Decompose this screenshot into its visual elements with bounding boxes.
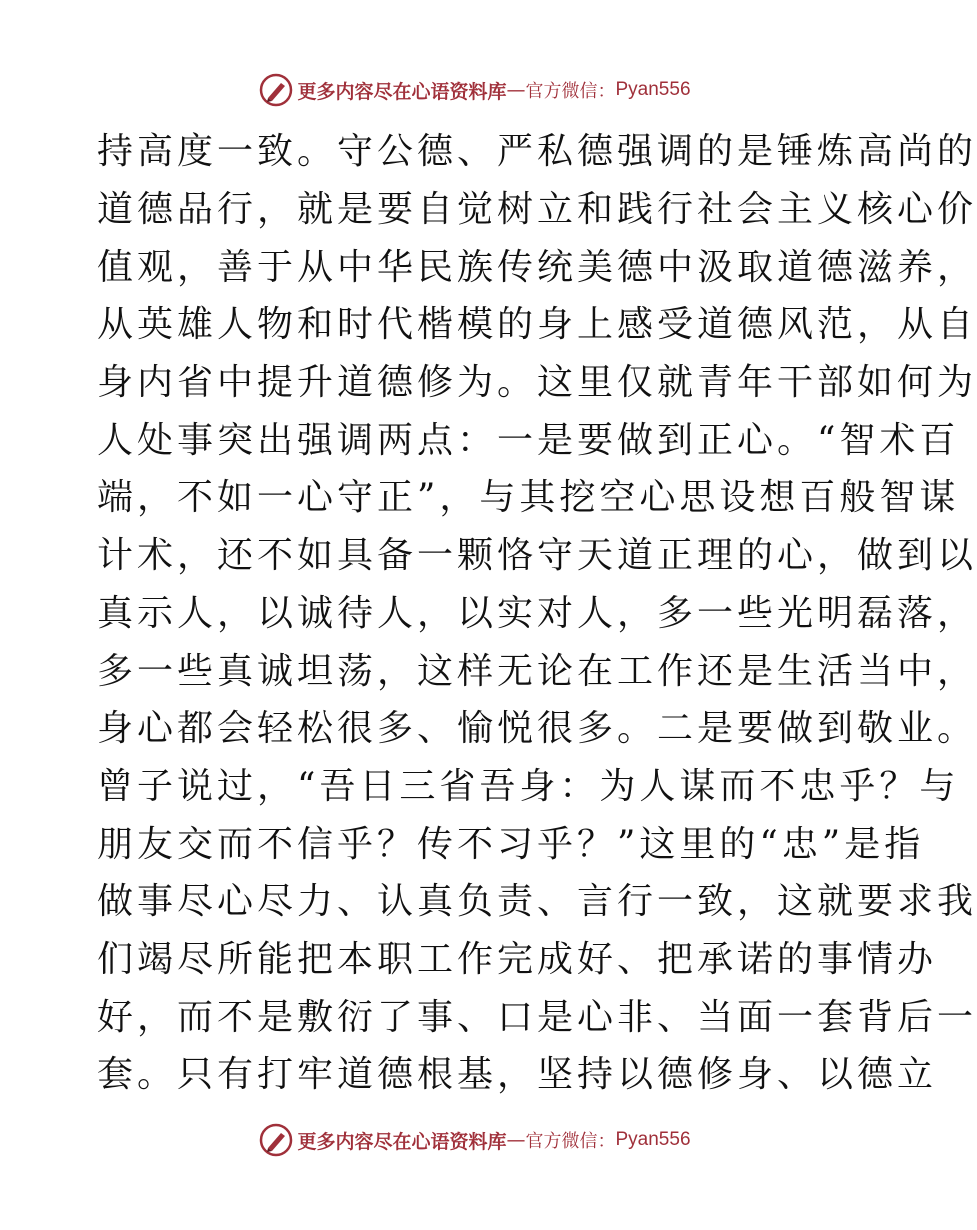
text-line: 多一些真诚坦荡，这样无论在工作还是生活当中，: [97, 650, 977, 692]
pen-circle-icon: [259, 73, 293, 107]
text-line: 们竭尽所能把本职工作完成好、把承诺的事情办: [97, 938, 938, 980]
text-line: 持高度一致。守公德、严私德强调的是锤炼高尚的: [97, 131, 977, 173]
text-line: 身内省中提升道德修为。这里仅就青年干部如何为: [97, 362, 977, 404]
text-line: 真示人，以诚待人，以实对人，多一些光明磊落，: [97, 592, 977, 634]
pen-circle-icon: [259, 1123, 293, 1157]
text-line: 做事尽心尽力、认真负责、言行一致，这就要求我: [97, 881, 977, 923]
header-dash: —: [506, 79, 526, 101]
document-body: [97, 120, 977, 1101]
header-wechat-id: Pyan556: [615, 79, 691, 100]
text-line: 套。只有打牢道德根基，坚持以德修身、以德立: [97, 1054, 938, 1096]
text-line: 端，不如一心守正”，与其挖空心思设想百般智谋: [97, 477, 960, 519]
footer-wechat-id: Pyan556: [615, 1129, 691, 1150]
text-line: 道德品行，就是要自觉树立和践行社会主义核心价: [97, 189, 977, 231]
header-banner: [0, 70, 950, 110]
footer-banner: [0, 1120, 950, 1160]
text-line: 值观，善于从中华民族传统美德中汲取道德滋养，: [97, 246, 977, 288]
text-line: 计术，还不如具备一颗恪守天道正理的心，做到以: [97, 535, 977, 577]
text-line: 从英雄人物和时代楷模的身上感受道德风范，从自: [97, 304, 977, 346]
text-line: 曾子说过，“吾日三省吾身：为人谋而不忠乎？与: [97, 765, 960, 807]
text-line: 朋友交而不信乎？传不习乎？”这里的“忠”是指: [97, 823, 925, 865]
footer-wechat-label: 官方微信：: [525, 1131, 616, 1152]
text-line: 好，而不是敷衍了事、口是心非、当面一套背后一: [97, 996, 977, 1038]
text-line: 身心都会轻松很多、愉悦很多。二是要做到敬业。: [97, 708, 977, 750]
footer-dash: —: [506, 1129, 526, 1151]
header-brand: 更多内容尽在心语资料库: [297, 80, 507, 103]
header-wechat-label: 官方微信：: [525, 81, 616, 102]
text-line: 人处事突出强调两点：一是要做到正心。“智术百: [97, 419, 960, 461]
footer-brand: 更多内容尽在心语资料库: [297, 1130, 507, 1153]
